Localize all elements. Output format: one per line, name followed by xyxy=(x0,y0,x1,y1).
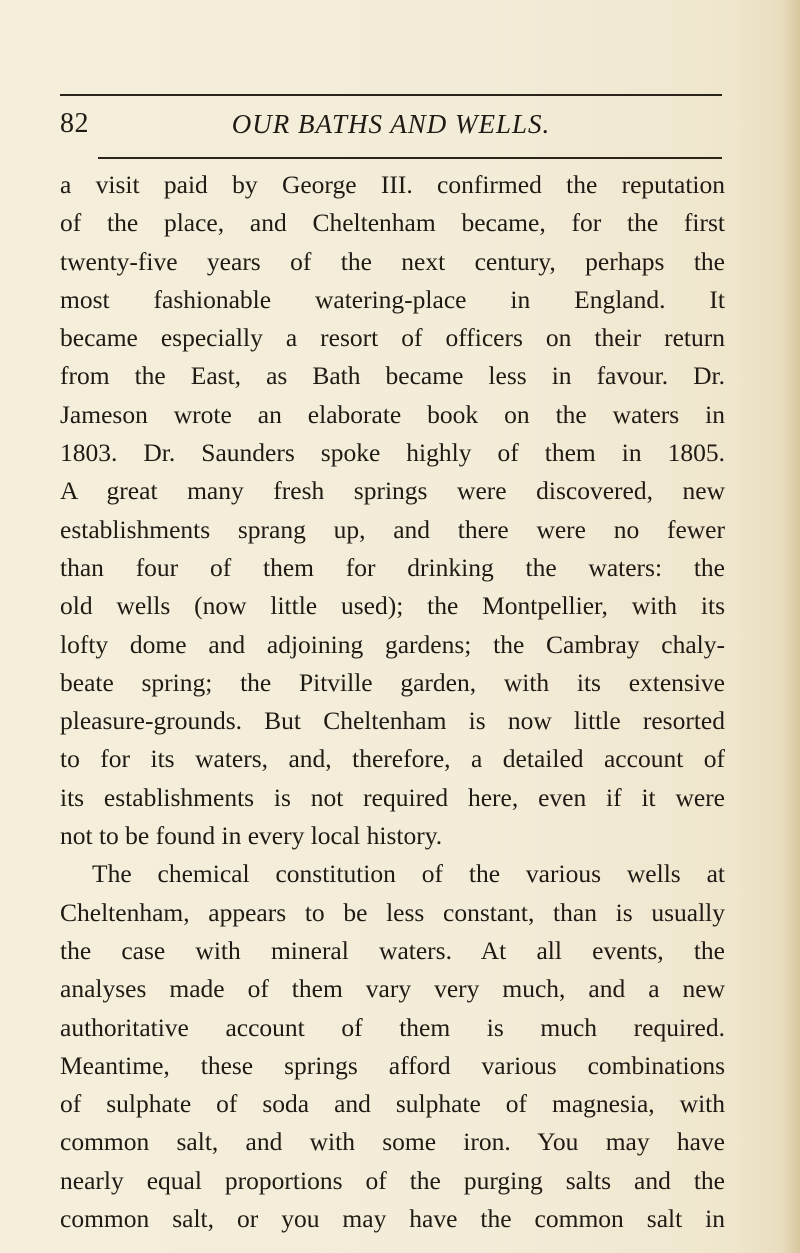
header-rule-bottom xyxy=(98,157,722,159)
text-line: nearly equal proportions of the purging salts and the xyxy=(60,1165,725,1195)
text-line: the case with mineral waters. At all events, the xyxy=(60,935,725,965)
text-line: not to be found in every local history. xyxy=(60,821,443,851)
text-line: Jameson wrote an elaborate book on the waters in xyxy=(60,399,725,429)
text-line: beate spring; the Pitville garden, with its extensive xyxy=(60,667,725,697)
text-line: of sulphate of soda and sulphate of magnesia, with xyxy=(60,1089,725,1119)
text-line: from the East, as Bath became less in favour. Dr. xyxy=(60,361,725,391)
text-line: Meantime, these springs afford various combinations xyxy=(60,1050,725,1080)
text-line: lofty dome and adjoining gardens; the Cambray chaly- xyxy=(60,629,725,659)
text-line: analyses made of them vary very much, and a new xyxy=(60,974,725,1004)
text-line: old wells (now little used); the Montpellier, with its xyxy=(60,591,725,621)
text-line: became especially a resort of officers on their return xyxy=(60,323,725,353)
running-head: OUR BATHS AND WELLS. xyxy=(231,109,551,139)
text-line: Cheltenham, appears to be less constant, than is usually xyxy=(60,897,725,927)
text-line: authoritative account of them is much required. xyxy=(60,1012,725,1042)
body-text xyxy=(60,166,725,1238)
text-line: twenty-five years of the next century, perhaps the xyxy=(60,246,725,276)
text-line: A great many fresh springs were discovered, new xyxy=(60,476,725,506)
page-edge-shadow xyxy=(782,0,800,1253)
text-line: common salt, and with some iron. You may have xyxy=(60,1127,725,1157)
header-rule-top xyxy=(60,94,722,96)
page-number: 82 xyxy=(60,108,89,139)
text-line: establishments sprang up, and there were no fewer xyxy=(60,514,725,544)
text-line: The chemical constitution of the various wells at xyxy=(92,859,725,889)
text-line: its establishments is not required here, even if it were xyxy=(60,782,725,812)
text-line: to for its waters, and, therefore, a detailed account of xyxy=(60,744,725,774)
text-line: most fashionable watering-place in England. It xyxy=(60,284,725,314)
text-line: of the place, and Cheltenham became, for the first xyxy=(60,208,725,238)
text-line: 1803. Dr. Saunders spoke highly of them in 1805. xyxy=(60,438,725,468)
text-line: pleasure-grounds. But Cheltenham is now little resorted xyxy=(60,706,725,736)
text-line: than four of them for drinking the waters: the xyxy=(60,552,725,582)
text-line: a visit paid by George III. confirmed the reputation xyxy=(60,170,725,199)
text-line: common salt, or you may have the common salt in xyxy=(60,1204,725,1234)
